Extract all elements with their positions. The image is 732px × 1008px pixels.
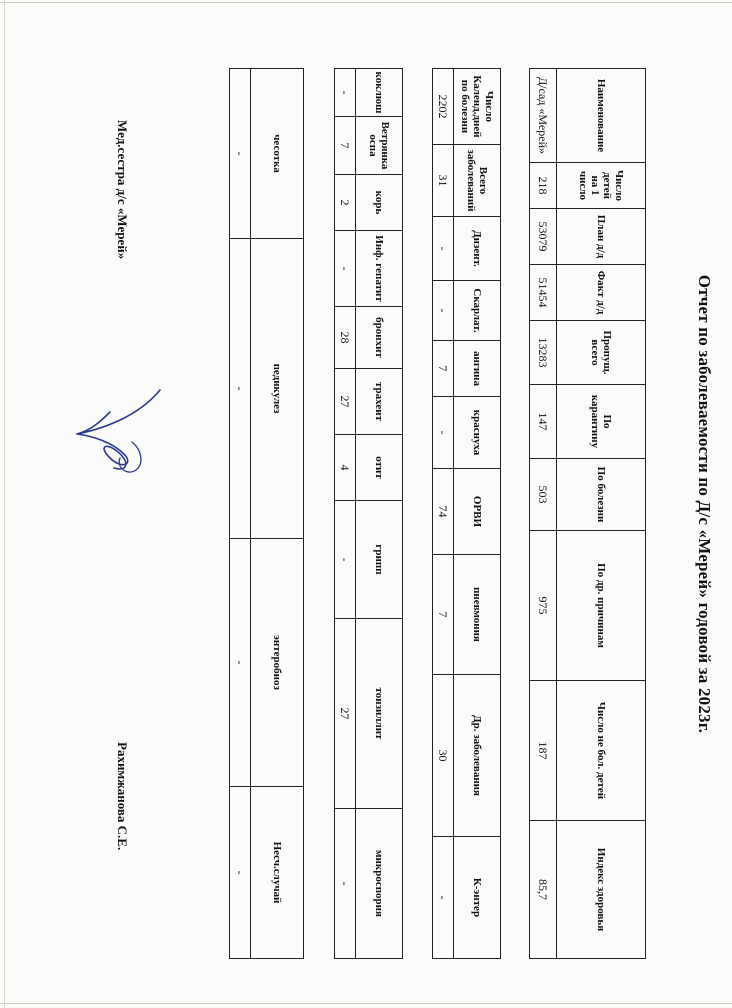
col-scabies-header: чесотка (251, 69, 304, 239)
diseases-table-2 (334, 68, 403, 959)
cell: 218 (530, 163, 557, 209)
cell: 975 (530, 531, 557, 681)
diseases-table-3 (229, 68, 304, 959)
col-missed-header: Пропущ. всего (557, 321, 646, 385)
col-rubella-header: краснуха (454, 397, 501, 469)
cell: 74 (433, 469, 454, 555)
cell: 51454 (530, 265, 557, 321)
cell: 85,7 (530, 821, 557, 959)
cell: 2202 (433, 69, 454, 145)
cell: - (433, 397, 454, 469)
cell: 27 (335, 619, 356, 809)
col-angina-header: ангина (454, 341, 501, 397)
col-children-header: Число детей на 1 число (557, 163, 646, 209)
col-index-header: Индекс здоровья (557, 821, 646, 959)
col-quarantine-header: По карантину (557, 385, 646, 459)
diseases-1-header-row (454, 69, 501, 959)
cell: 7 (433, 555, 454, 675)
col-name-header: Наименование (557, 69, 646, 163)
cell: Д/сад «Мерей» (530, 69, 557, 163)
signature (62, 372, 172, 482)
cell: 2 (335, 175, 356, 231)
col-tonsillitis-header: тонзиллит (356, 619, 403, 809)
summary-header-row (557, 69, 646, 959)
nurse-name: Рахимжанова С.Е. (115, 742, 130, 851)
cell: 28 (335, 307, 356, 369)
col-otitis-header: отит (356, 435, 403, 501)
cell: 30 (433, 675, 454, 837)
col-illness-header: По болезни (557, 459, 646, 531)
cell: - (335, 231, 356, 307)
col-pertussis-header: коклюш (356, 69, 403, 117)
cell: - (230, 69, 251, 239)
col-healthy-header: Число не бол. детей (557, 681, 646, 821)
col-pneumonia-header: пневмония (454, 555, 501, 675)
diseases-1-data-row (433, 69, 454, 959)
col-bronchitis-header: бронхит (356, 307, 403, 369)
col-other-diseases-header: Др. заболевания (454, 675, 501, 837)
diseases-3-header-row (251, 69, 304, 959)
summary-data-row (530, 69, 557, 959)
cell: 7 (335, 117, 356, 175)
cell: 187 (530, 681, 557, 821)
summary-table (529, 68, 646, 959)
col-other-header: По др. причинам (557, 531, 646, 681)
col-measles-header: корь (356, 175, 403, 231)
cell: - (230, 539, 251, 787)
col-enterobiasis-header: энтеробиоз (251, 539, 304, 787)
col-plan-header: План д/д (557, 209, 646, 265)
cell: 147 (530, 385, 557, 459)
col-accident-header: Несч.случай (251, 787, 304, 959)
col-tracheitis-header: трахеит (356, 369, 403, 435)
cell: 13283 (530, 321, 557, 385)
col-microsporia-header: микроспория (356, 809, 403, 959)
nurse-label: Мед.сестра д/с «Мерей» (115, 120, 130, 260)
col-pediculosis-header: педикулез (251, 239, 304, 539)
cell: - (230, 239, 251, 539)
cell: - (230, 787, 251, 959)
cell: 53079 (530, 209, 557, 265)
cell: - (335, 809, 356, 959)
cell: 7 (433, 341, 454, 397)
cell: 27 (335, 369, 356, 435)
diseases-table-1 (432, 68, 501, 959)
col-calendar-days-header: Число Календ.дней по болезни (454, 69, 501, 145)
cell: - (335, 69, 356, 117)
cell: - (433, 837, 454, 959)
cell: - (433, 217, 454, 281)
col-fact-header: Факт д/д (557, 265, 646, 321)
cell: - (335, 501, 356, 619)
report-title: Отчет по заболеваемости по Д/с «Мерей» годовой за 2023г. (695, 274, 714, 734)
col-total-diseases-header: Всего заболеваний (454, 145, 501, 217)
cell: 31 (433, 145, 454, 217)
col-hepatitis-header: Инф. гепатит (356, 231, 403, 307)
cell: 4 (335, 435, 356, 501)
col-scarlet-header: Скарлат. (454, 281, 501, 341)
col-orvi-header: ОРВИ (454, 469, 501, 555)
col-dysentery-header: Дизент. (454, 217, 501, 281)
diseases-2-data-row (335, 69, 356, 959)
col-k-enter-header: К-энтер (454, 837, 501, 959)
diseases-2-header-row (356, 69, 403, 959)
cell: 503 (530, 459, 557, 531)
col-chickenpox-header: Ветрянка оспа (356, 117, 403, 175)
cell: - (433, 281, 454, 341)
col-flu-header: грипп (356, 501, 403, 619)
diseases-3-data-row (230, 69, 251, 959)
